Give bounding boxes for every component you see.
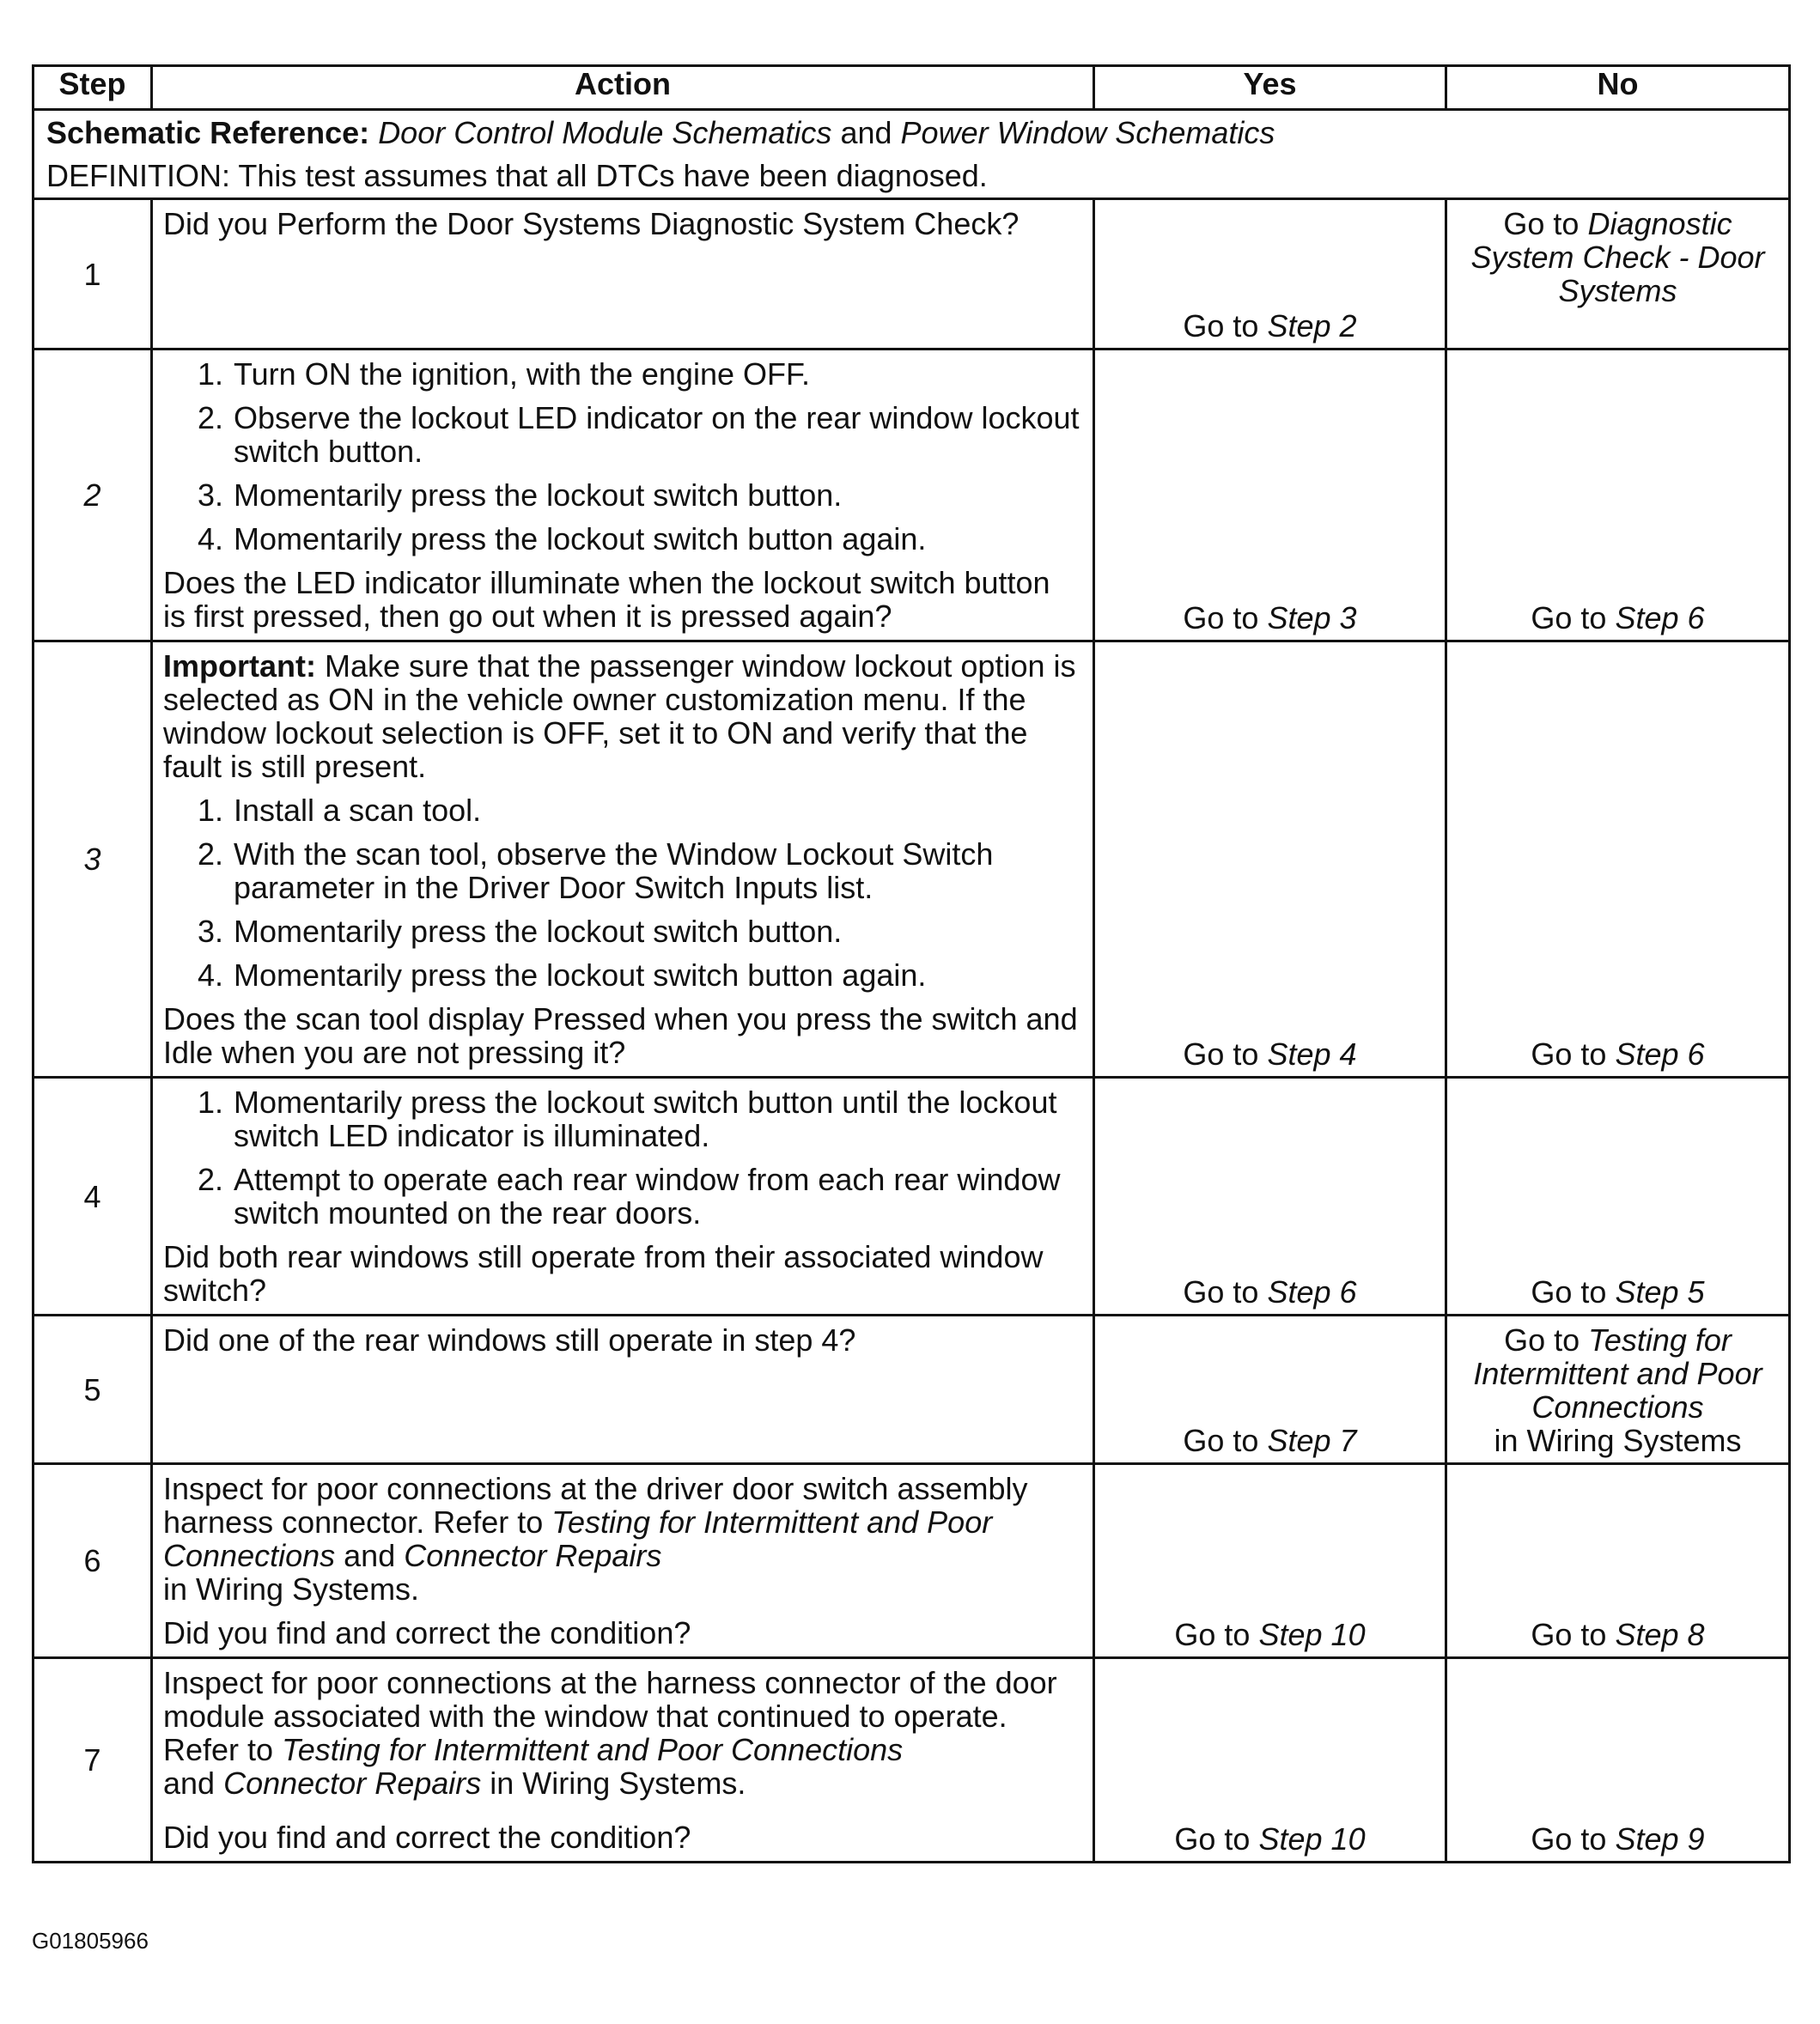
step-question: Did one of the rear windows still operate in step 4? [163,1322,856,1358]
no-result: Go to Step 6 [1446,641,1790,1078]
schematic-row [33,110,1790,199]
no-result: Go to Testing for Intermittent and Poor Connections in Wiring Systems [1446,1316,1790,1464]
step-question: Did both rear windows still operate from their associated window switch? [163,1239,1044,1308]
yes-result: Go to Step 7 [1094,1316,1446,1464]
step-instruction: Inspect for poor connections at the driver door switch assembly harness connector. Refer to Testing for Intermittent and Poor Connections and Connector Repairs in Wiring Systems. [163,1471,1028,1607]
document-id: G01805966 [32,1928,149,1954]
header-yes: Yes [1094,66,1446,110]
no-link[interactable]: Testing for Intermittent and Poor Connections [1473,1322,1762,1425]
no-result: Go to Step 8 [1446,1464,1790,1658]
step-row-5 [33,1316,1790,1464]
reference-link[interactable]: Testing for Intermittent and Poor Connections [282,1732,904,1767]
no-suffix: in Wiring Systems [1494,1423,1742,1458]
step-row-1 [33,199,1790,349]
yes-link[interactable]: Step 4 [1267,1036,1357,1072]
no-result: Go to Diagnostic System Check - Door Systems [1446,199,1790,349]
yes-result: Go to Step 10 [1094,1658,1446,1863]
schematic-reference [46,116,1776,149]
step-question: Did you Perform the Door Systems Diagnostic System Check? [163,206,1020,241]
important-note: Important: Make sure that the passenger window lockout option is selected as ON in the vehicle owner customization menu. If the window lockout selection is OFF, set it to ON and verify that the fault is still present. [163,648,1076,784]
important-label: Important: [163,648,316,684]
no-result: Go to Step 9 [1446,1658,1790,1863]
yes-result: Go to Step 6 [1094,1078,1446,1316]
yes-result: Go to Step 10 [1094,1464,1446,1658]
step-number: 4 [33,1078,152,1316]
yes-link[interactable]: Step 10 [1258,1821,1366,1857]
instruction-item: 2. Observe the lockout LED indicator on the rear window lockout switch button. [232,401,1080,468]
no-link[interactable]: Step 9 [1615,1821,1705,1857]
yes-result: Go to Step 2 [1094,199,1446,349]
step-action [152,199,1094,349]
step-action [152,1316,1094,1464]
schematic-label: Schematic Reference: [46,115,370,150]
instruction-item: 4. Momentarily press the lockout switch button again. [232,522,1080,556]
no-link[interactable]: Step 8 [1615,1617,1705,1652]
schematic-and: and [840,115,892,150]
yes-result: Go to Step 4 [1094,641,1446,1078]
instruction-item: 1. Turn ON the ignition, with the engine OFF. [232,357,1080,391]
no-link[interactable]: Diagnostic System Check - Door Systems [1470,206,1765,308]
step-row-4 [33,1078,1790,1316]
header-step: Step [33,66,152,110]
step-question: Did you find and correct the condition? [163,1615,691,1650]
step-action [152,1464,1094,1658]
step-action [152,1658,1094,1863]
step-number: 6 [33,1464,152,1658]
step-row-2 [33,349,1790,641]
step-question: Does the LED indicator illuminate when the lockout switch button is first pressed, then go out when it is pressed again? [163,565,1050,634]
yes-link[interactable]: Step 6 [1267,1274,1357,1310]
step-number: 7 [33,1658,152,1863]
step-number: 5 [33,1316,152,1464]
reference-link[interactable]: Connector Repairs [404,1538,662,1573]
instruction-item: 2. Attempt to operate each rear window from each rear window switch mounted on the rear doors. [232,1163,1080,1230]
yes-link[interactable]: Step 7 [1267,1423,1357,1458]
step-row-3 [33,641,1790,1078]
instruction-item: 1. Install a scan tool. [232,793,1080,827]
step-action [152,1078,1094,1316]
schematic-cell [33,110,1790,199]
instruction-list [163,1085,1080,1230]
instruction-item: 1. Momentarily press the lockout switch button until the lockout switch LED indicator is illuminated. [232,1085,1080,1152]
diagnostic-table-container [32,64,1791,1863]
instruction-item: 3. Momentarily press the lockout switch button. [232,478,1080,512]
step-number: 2 [33,349,152,641]
diagnostic-procedure-table [32,64,1791,1863]
step-action [152,349,1094,641]
instruction-item: 2. With the scan tool, observe the Window Lockout Switch parameter in the Driver Door Switch Inputs list. [232,837,1080,904]
schematic-link-power-window[interactable]: Power Window Schematics [900,115,1275,150]
yes-link[interactable]: Step 3 [1267,600,1357,635]
reference-link[interactable]: Connector Repairs [223,1766,482,1801]
yes-link[interactable]: Step 2 [1267,308,1357,343]
no-link[interactable]: Step 5 [1615,1274,1705,1310]
instruction-item: 3. Momentarily press the lockout switch button. [232,915,1080,948]
step-question: Did you find and correct the condition? [163,1820,691,1855]
step-row-7 [33,1658,1790,1863]
step-instruction: Inspect for poor connections at the harness connector of the door module associated with the window that continued to operate. Refer to Testing for Intermittent and Poor Connections and Connector Repairs in Wiring Systems. [163,1665,1057,1801]
header-no: No [1446,66,1790,110]
instruction-list [163,793,1080,992]
reference-link[interactable]: Testing for Intermittent and Poor Connections [163,1504,993,1573]
step-action [152,641,1094,1078]
no-result: Go to Step 6 [1446,349,1790,641]
header-action: Action [152,66,1094,110]
instruction-item: 4. Momentarily press the lockout switch button again. [232,958,1080,992]
step-row-6 [33,1464,1790,1658]
instruction-list [163,357,1080,556]
no-result: Go to Step 5 [1446,1078,1790,1316]
schematic-link-door-control[interactable]: Door Control Module Schematics [378,115,832,150]
header-row [33,66,1790,110]
step-number: 1 [33,199,152,349]
definition-text: DEFINITION: This test assumes that all DTCs have been diagnosed. [46,158,988,193]
no-link[interactable]: Step 6 [1615,1036,1705,1072]
yes-result: Go to Step 3 [1094,349,1446,641]
no-link[interactable]: Step 6 [1615,600,1705,635]
step-number: 3 [33,641,152,1078]
step-question: Does the scan tool display Pressed when you press the switch and Idle when you are not pressing it? [163,1001,1078,1070]
yes-link[interactable]: Step 10 [1258,1617,1366,1652]
